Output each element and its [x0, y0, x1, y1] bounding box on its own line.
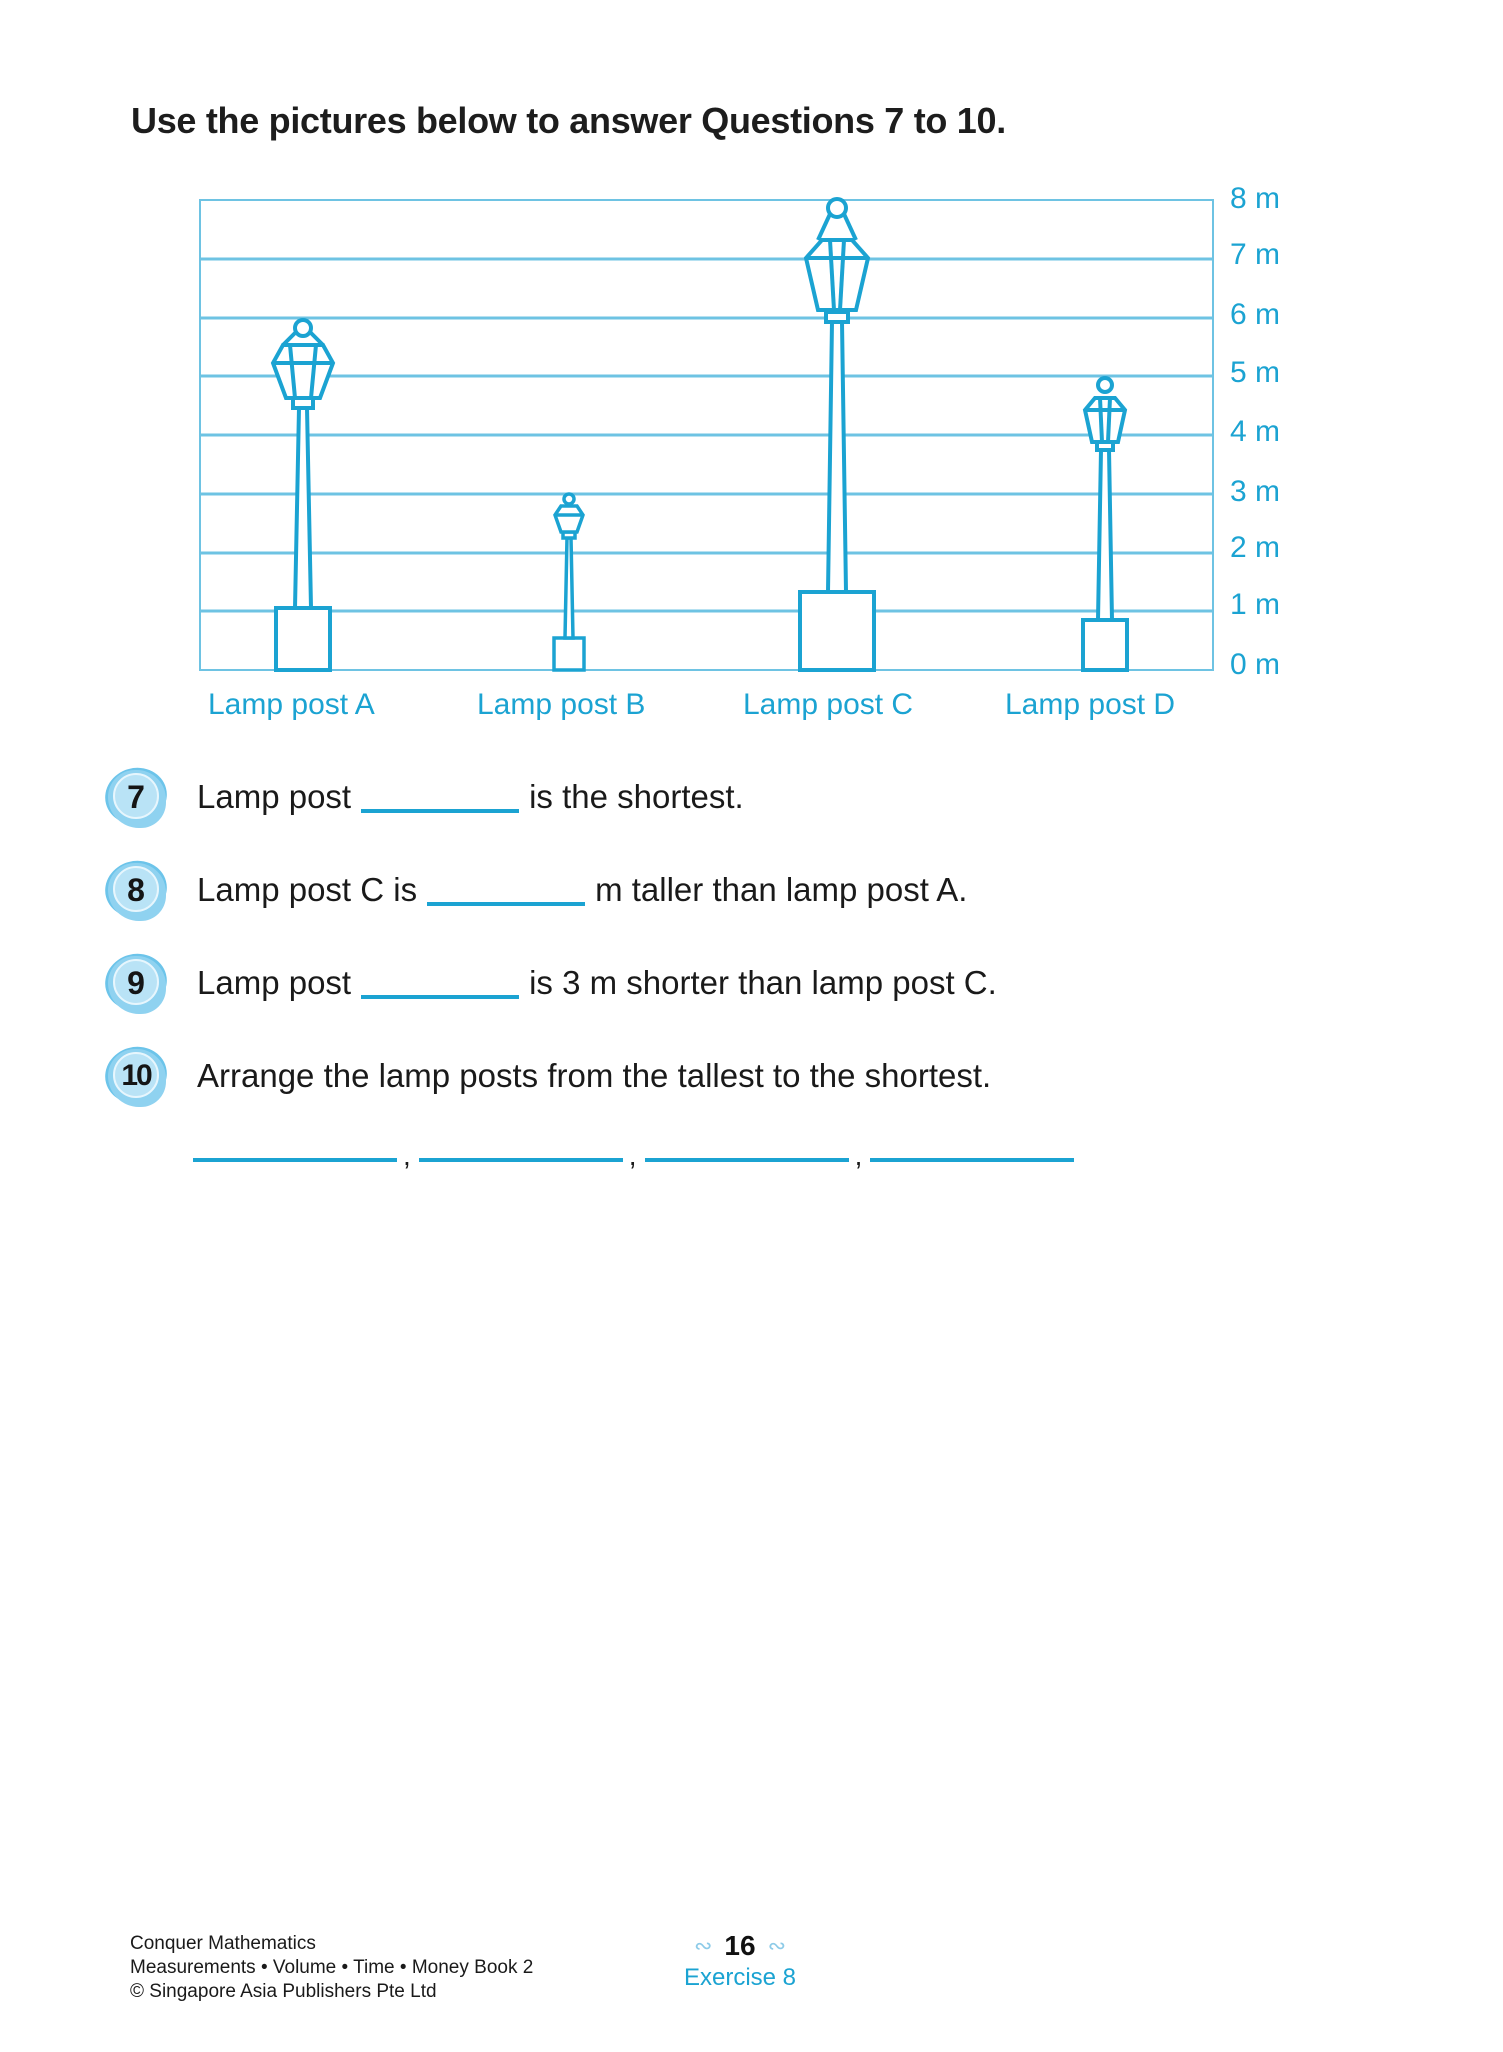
- y-axis-label-6m: 6 m: [1230, 298, 1281, 331]
- flourish-right-icon: ∾: [767, 1933, 787, 1958]
- question-10-text: Arrange the lamp posts from the tallest to the shortest.: [197, 1057, 992, 1094]
- question-number-badge: 9: [105, 952, 167, 1014]
- question-8: [105, 855, 967, 925]
- label-lamp-post-a: Lamp post A: [208, 688, 375, 721]
- y-axis-label-5m: 5 m: [1230, 356, 1281, 389]
- exercise-label: Exercise 8: [683, 1964, 797, 1991]
- question-7: [105, 762, 744, 832]
- question-8-text-after: m taller than lamp post A.: [595, 871, 968, 908]
- y-axis-label-2m: 2 m: [1230, 531, 1281, 564]
- answer-blank-q7[interactable]: [361, 809, 519, 813]
- label-lamp-post-c: Lamp post C: [743, 688, 914, 721]
- footer-copyright: © Singapore Asia Publishers Pte Ltd: [130, 1981, 437, 2002]
- lamp-post-b-icon: [554, 494, 584, 670]
- label-lamp-post-d: Lamp post D: [1005, 688, 1176, 721]
- question-9-text-before: Lamp post: [197, 964, 352, 1001]
- question-number-badge: 8: [105, 859, 167, 921]
- question-10-answer-row: , , ,: [193, 1130, 1074, 1162]
- footer-page-info: [680, 1930, 800, 1992]
- instruction-heading: Use the pictures below to answer Questions 7 to 10.: [131, 100, 1006, 141]
- footer-book-title: Conquer Mathematics: [130, 1933, 316, 1954]
- footer-book-subtitle: Measurements • Volume • Time • Money Book 2: [130, 1957, 534, 1978]
- flourish-left-icon: ∾: [693, 1933, 713, 1958]
- question-7-text-before: Lamp post: [197, 778, 352, 815]
- question-number-badge: 7: [105, 766, 167, 828]
- y-axis-label-1m: 1 m: [1230, 588, 1281, 621]
- label-lamp-post-b: Lamp post B: [477, 688, 646, 721]
- y-axis-label-7m: 7 m: [1230, 238, 1281, 271]
- answer-blank-q10-4[interactable]: [870, 1158, 1074, 1162]
- answer-blank-q10-2[interactable]: [419, 1158, 623, 1162]
- question-7-text-after: is the shortest.: [529, 778, 744, 815]
- answer-blank-q10-1[interactable]: [193, 1158, 397, 1162]
- question-10: [105, 1041, 991, 1111]
- y-axis-label-4m: 4 m: [1230, 415, 1281, 448]
- question-9-text-after: is 3 m shorter than lamp post C.: [529, 964, 997, 1001]
- y-axis-label-0m: 0 m: [1230, 648, 1281, 681]
- chart-grid: [200, 200, 1213, 670]
- question-number-badge: 10: [105, 1045, 167, 1107]
- answer-blank-q8[interactable]: [427, 902, 585, 906]
- y-axis-label-3m: 3 m: [1230, 475, 1281, 508]
- lamp-post-d-icon: [1083, 378, 1127, 670]
- y-axis-label-8m: 8 m: [1230, 182, 1281, 215]
- page-number: 16: [724, 1930, 756, 1961]
- question-8-text-before: Lamp post C is: [197, 871, 418, 908]
- answer-blank-q10-3[interactable]: [645, 1158, 849, 1162]
- answer-blank-q9[interactable]: [361, 995, 519, 999]
- question-9: [105, 948, 997, 1018]
- footer-publisher-info: [130, 1932, 533, 2004]
